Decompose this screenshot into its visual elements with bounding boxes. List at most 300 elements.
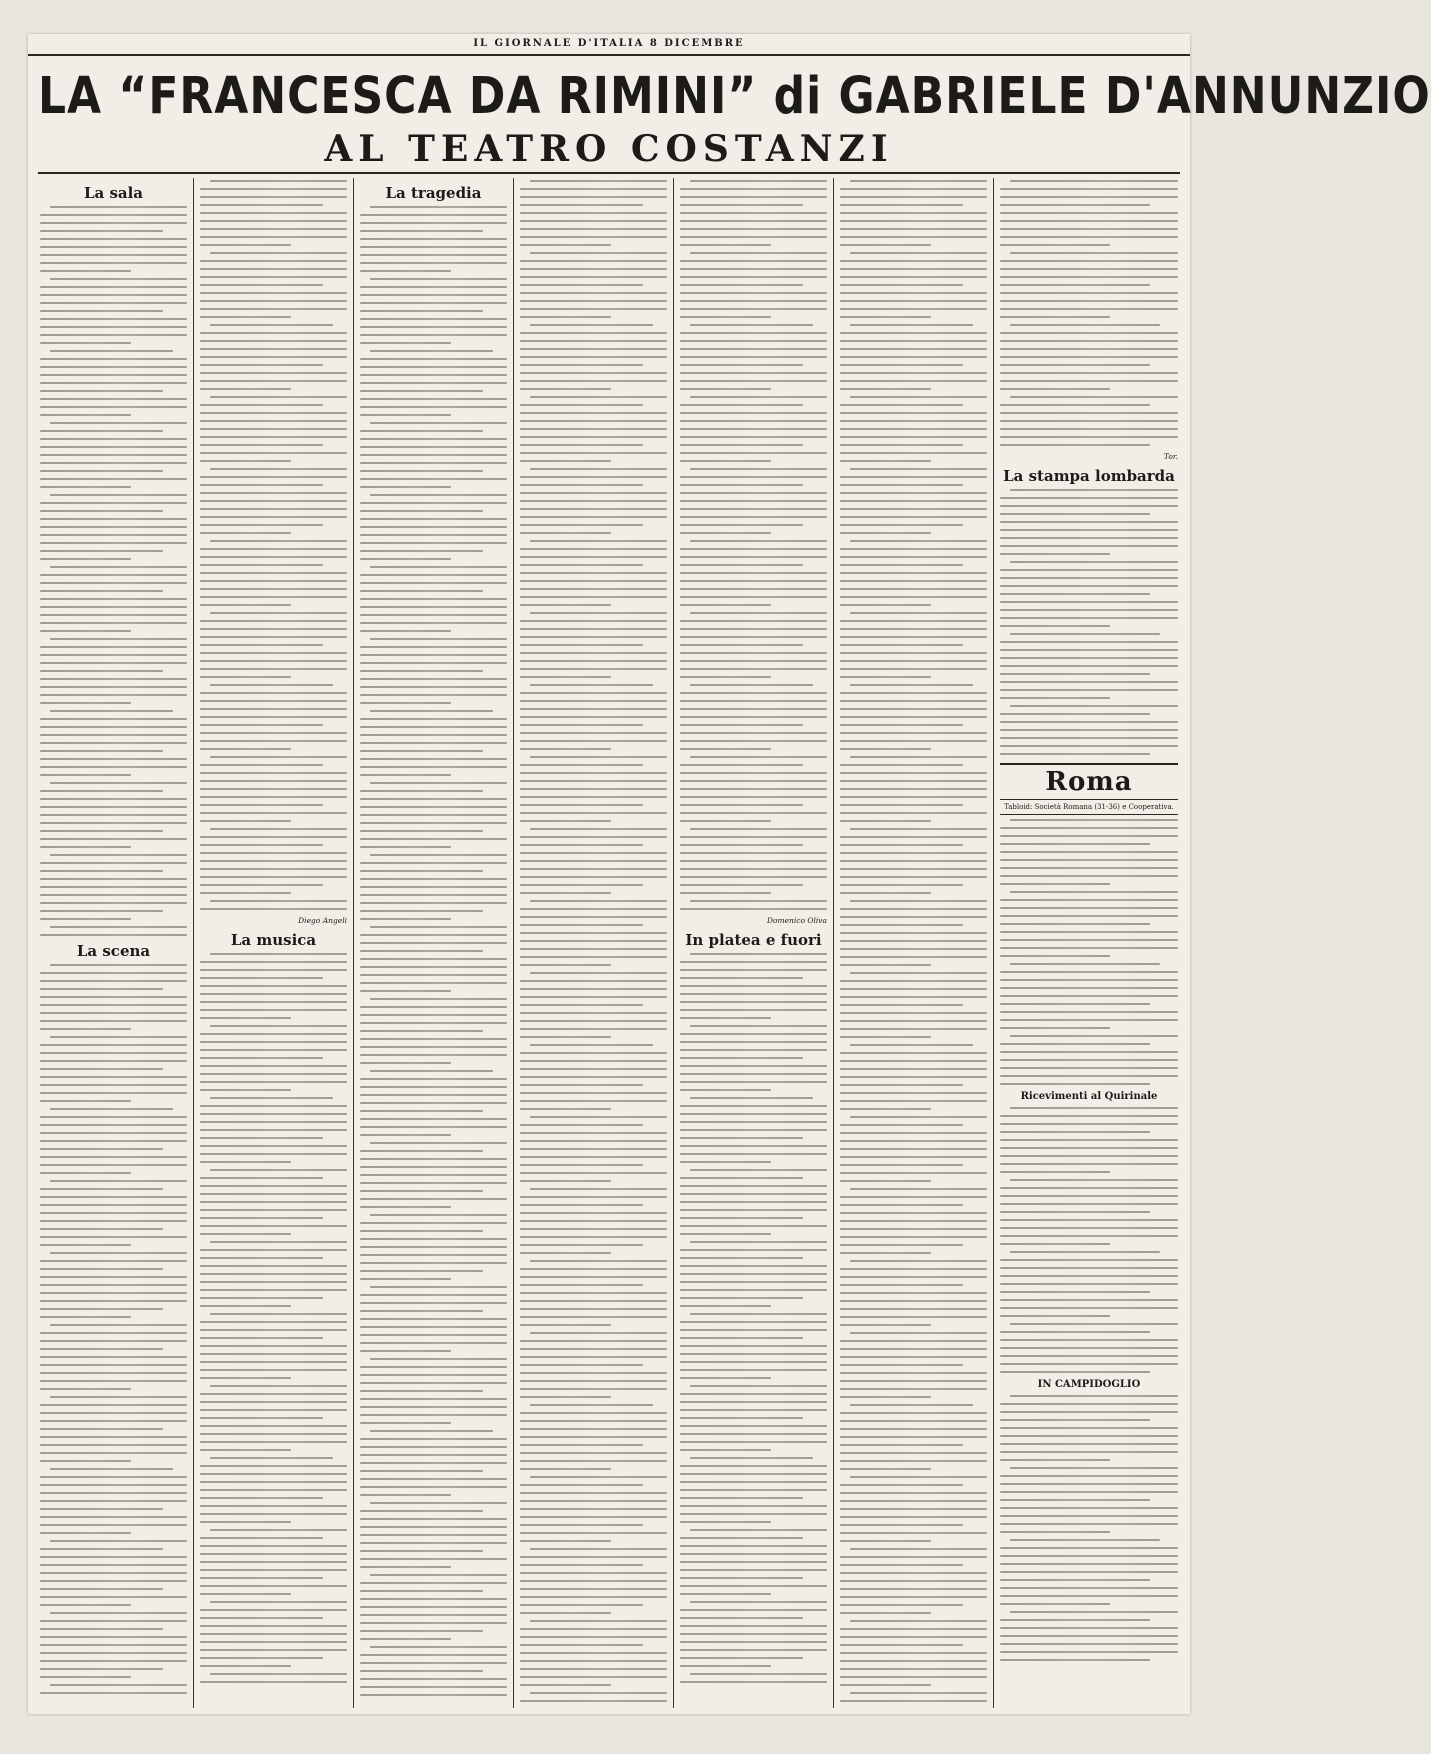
text-line bbox=[360, 1030, 483, 1032]
text-line bbox=[680, 1089, 771, 1091]
text-line bbox=[1010, 963, 1160, 965]
text-line bbox=[40, 1420, 187, 1422]
text-line bbox=[680, 1177, 803, 1179]
text-line bbox=[200, 652, 347, 654]
column-4 bbox=[514, 178, 674, 1708]
text-line bbox=[1000, 625, 1110, 627]
text-line bbox=[200, 260, 347, 262]
text-line bbox=[680, 1225, 827, 1227]
text-line bbox=[680, 1521, 771, 1523]
text-line bbox=[520, 1452, 667, 1454]
text-line bbox=[200, 300, 347, 302]
text-line bbox=[520, 732, 667, 734]
text-line bbox=[200, 500, 347, 502]
text-line bbox=[200, 444, 323, 446]
text-line bbox=[360, 1294, 507, 1296]
text-line bbox=[840, 564, 963, 566]
text-line bbox=[680, 1121, 827, 1123]
text-line bbox=[50, 926, 187, 928]
text-line bbox=[840, 812, 987, 814]
text-line bbox=[1000, 1555, 1178, 1557]
text-line bbox=[40, 1412, 187, 1414]
text-line bbox=[520, 284, 643, 286]
text-line bbox=[40, 406, 187, 408]
text-line bbox=[200, 1537, 323, 1539]
text-line bbox=[1000, 244, 1110, 246]
text-line bbox=[840, 764, 963, 766]
text-line bbox=[200, 780, 347, 782]
text-line bbox=[520, 1484, 643, 1486]
signature-tor: Tor. bbox=[1163, 452, 1178, 461]
text-line bbox=[200, 668, 347, 670]
text-line bbox=[360, 390, 483, 392]
text-line bbox=[850, 1476, 987, 1478]
text-line bbox=[690, 396, 827, 398]
text-line bbox=[840, 596, 987, 598]
text-line bbox=[360, 310, 483, 312]
text-line bbox=[360, 622, 507, 624]
text-line bbox=[360, 270, 451, 272]
text-line bbox=[520, 852, 667, 854]
text-line bbox=[210, 953, 347, 955]
text-line bbox=[200, 372, 347, 374]
text-line bbox=[40, 1340, 187, 1342]
text-line bbox=[360, 1390, 483, 1392]
text-line bbox=[680, 500, 827, 502]
text-line bbox=[40, 830, 163, 832]
text-line bbox=[210, 1457, 333, 1459]
text-line bbox=[1010, 1323, 1178, 1325]
text-line bbox=[40, 1052, 187, 1054]
text-line bbox=[520, 412, 667, 414]
text-line bbox=[360, 246, 507, 248]
text-line bbox=[840, 1460, 987, 1462]
text-line bbox=[840, 356, 987, 358]
text-line bbox=[360, 1454, 507, 1456]
text-line bbox=[40, 1284, 187, 1286]
text-line bbox=[1000, 1507, 1178, 1509]
text-line bbox=[200, 1193, 347, 1195]
text-line bbox=[840, 1644, 963, 1646]
text-line bbox=[360, 1518, 507, 1520]
text-line bbox=[1010, 1611, 1178, 1613]
text-line bbox=[360, 974, 507, 976]
text-line bbox=[680, 596, 827, 598]
text-line bbox=[360, 1558, 507, 1560]
text-line bbox=[520, 988, 667, 990]
text-line bbox=[840, 748, 931, 750]
text-line bbox=[360, 1230, 483, 1232]
text-line bbox=[1010, 396, 1178, 398]
text-line bbox=[680, 1273, 827, 1275]
text-line bbox=[1000, 859, 1178, 861]
text-line bbox=[840, 1356, 987, 1358]
text-line bbox=[40, 598, 187, 600]
text-line bbox=[50, 494, 187, 496]
text-line bbox=[680, 348, 827, 350]
text-line bbox=[40, 886, 187, 888]
subheadline: AL TEATRO COSTANZI bbox=[38, 126, 1180, 174]
text-line bbox=[360, 382, 507, 384]
text-line bbox=[840, 980, 987, 982]
text-line bbox=[1000, 1187, 1178, 1189]
text-line bbox=[40, 918, 131, 920]
text-line bbox=[1010, 324, 1160, 326]
text-line bbox=[840, 628, 987, 630]
text-line bbox=[200, 508, 347, 510]
text-line bbox=[1000, 1267, 1178, 1269]
text-line bbox=[200, 412, 347, 414]
column-3 bbox=[354, 178, 514, 1708]
text-line bbox=[680, 1369, 827, 1371]
text-line bbox=[1010, 1395, 1178, 1397]
text-line bbox=[840, 676, 931, 678]
text-line bbox=[360, 510, 483, 512]
text-line bbox=[1000, 284, 1150, 286]
text-line bbox=[840, 548, 987, 550]
text-line bbox=[840, 444, 963, 446]
text-line bbox=[40, 1260, 187, 1262]
text-line bbox=[40, 486, 131, 488]
text-line bbox=[360, 374, 507, 376]
text-line bbox=[680, 1577, 803, 1579]
text-line bbox=[200, 1089, 291, 1091]
text-line bbox=[690, 468, 827, 470]
text-line bbox=[840, 620, 987, 622]
text-line bbox=[360, 478, 507, 480]
text-line bbox=[40, 878, 187, 880]
text-line bbox=[680, 524, 803, 526]
text-line bbox=[520, 868, 667, 870]
text-line bbox=[680, 1009, 827, 1011]
text-line bbox=[40, 1404, 187, 1406]
text-line bbox=[200, 772, 347, 774]
text-line bbox=[360, 414, 451, 416]
text-line bbox=[520, 596, 667, 598]
text-line bbox=[200, 356, 347, 358]
text-line bbox=[840, 348, 987, 350]
text-line bbox=[680, 1129, 827, 1131]
text-line bbox=[200, 1513, 347, 1515]
text-line bbox=[1000, 1075, 1178, 1077]
text-line bbox=[840, 364, 963, 366]
text-line bbox=[360, 742, 507, 744]
text-line bbox=[840, 644, 963, 646]
text-line bbox=[840, 1148, 987, 1150]
text-line bbox=[40, 822, 187, 824]
text-line bbox=[200, 1521, 291, 1523]
text-line bbox=[360, 910, 483, 912]
text-line bbox=[680, 668, 827, 670]
text-line bbox=[200, 628, 347, 630]
text-line bbox=[40, 862, 187, 864]
text-line bbox=[200, 1481, 347, 1483]
text-line bbox=[360, 1590, 483, 1592]
text-line bbox=[680, 372, 827, 374]
text-line bbox=[680, 1561, 827, 1563]
text-line bbox=[50, 1540, 187, 1542]
text-line bbox=[1000, 545, 1178, 547]
text-line bbox=[360, 254, 507, 256]
text-line bbox=[360, 1086, 507, 1088]
section-roma: Roma bbox=[1000, 763, 1178, 800]
text-line bbox=[1000, 372, 1178, 374]
text-line bbox=[690, 1097, 813, 1099]
text-line bbox=[520, 668, 667, 670]
text-line bbox=[530, 180, 667, 182]
text-line bbox=[210, 1025, 347, 1027]
text-line bbox=[40, 694, 187, 696]
text-line bbox=[680, 604, 771, 606]
text-line bbox=[200, 1377, 291, 1379]
text-line bbox=[360, 750, 483, 752]
text-line bbox=[690, 756, 827, 758]
text-line bbox=[360, 838, 507, 840]
text-line bbox=[840, 1604, 963, 1606]
text-line bbox=[200, 700, 347, 702]
text-line bbox=[40, 1316, 131, 1318]
text-line bbox=[1000, 1619, 1150, 1621]
text-line bbox=[200, 1065, 347, 1067]
text-line bbox=[840, 300, 987, 302]
text-line bbox=[40, 1100, 131, 1102]
text-line bbox=[360, 398, 507, 400]
text-line bbox=[360, 334, 507, 336]
text-line bbox=[360, 1630, 483, 1632]
text-line bbox=[1000, 987, 1178, 989]
text-line bbox=[680, 716, 827, 718]
text-line bbox=[840, 1300, 987, 1302]
text-line bbox=[520, 1140, 667, 1142]
text-line bbox=[840, 1388, 987, 1390]
text-line bbox=[680, 644, 803, 646]
text-line bbox=[680, 508, 827, 510]
text-line bbox=[680, 1497, 803, 1499]
text-line bbox=[200, 236, 347, 238]
text-line bbox=[680, 188, 827, 190]
text-line bbox=[520, 1396, 611, 1398]
text-line bbox=[360, 518, 507, 520]
text-line bbox=[680, 1201, 827, 1203]
text-line bbox=[520, 1132, 667, 1134]
text-line bbox=[40, 702, 131, 704]
text-line bbox=[40, 582, 187, 584]
text-line bbox=[360, 606, 507, 608]
text-line bbox=[680, 844, 803, 846]
text-line bbox=[1000, 228, 1178, 230]
text-line bbox=[1000, 308, 1178, 310]
text-line bbox=[840, 1444, 963, 1446]
text-line bbox=[690, 1241, 827, 1243]
text-line bbox=[360, 454, 507, 456]
text-line bbox=[50, 1108, 173, 1110]
text-line bbox=[520, 1052, 667, 1054]
text-line bbox=[200, 1641, 347, 1643]
text-line bbox=[1000, 657, 1178, 659]
text-line bbox=[210, 1601, 347, 1603]
text-line bbox=[520, 1084, 643, 1086]
text-line bbox=[840, 204, 963, 206]
text-block bbox=[1000, 1395, 1178, 1661]
text-line bbox=[840, 260, 987, 262]
text-line bbox=[680, 1329, 827, 1331]
text-line bbox=[210, 612, 347, 614]
text-line bbox=[840, 316, 931, 318]
text-line bbox=[680, 636, 827, 638]
text-line bbox=[840, 404, 963, 406]
text-line bbox=[40, 1196, 187, 1198]
text-line bbox=[520, 1492, 667, 1494]
text-line bbox=[850, 396, 987, 398]
text-line bbox=[840, 1012, 987, 1014]
text-line bbox=[40, 870, 163, 872]
text-line bbox=[200, 428, 347, 430]
text-line bbox=[200, 660, 347, 662]
text-line bbox=[200, 1369, 347, 1371]
text-line bbox=[840, 708, 987, 710]
text-line bbox=[850, 972, 987, 974]
text-line bbox=[200, 1657, 323, 1659]
text-line bbox=[40, 846, 131, 848]
text-line bbox=[520, 1108, 611, 1110]
text-line bbox=[200, 1153, 347, 1155]
text-line bbox=[1000, 1227, 1178, 1229]
section-ricevimenti: Ricevimenti al Quirinale bbox=[1020, 1091, 1158, 1102]
text-line bbox=[50, 638, 187, 640]
text-line bbox=[680, 812, 827, 814]
text-line bbox=[520, 1148, 667, 1150]
text-line bbox=[840, 500, 987, 502]
text-line bbox=[200, 1649, 347, 1651]
text-line bbox=[840, 788, 987, 790]
text-line bbox=[40, 1516, 187, 1518]
text-line bbox=[840, 868, 987, 870]
text-line bbox=[1000, 348, 1178, 350]
text-line bbox=[530, 396, 667, 398]
text-line bbox=[360, 694, 507, 696]
text-line bbox=[40, 310, 163, 312]
text-line bbox=[840, 428, 987, 430]
text-line bbox=[840, 1060, 987, 1062]
text-line bbox=[1010, 1539, 1160, 1541]
text-line bbox=[690, 900, 827, 902]
text-line bbox=[680, 1377, 771, 1379]
text-line bbox=[840, 1316, 987, 1318]
text-line bbox=[1000, 420, 1178, 422]
text-line bbox=[40, 262, 187, 264]
text-block bbox=[200, 953, 347, 1683]
text-line bbox=[360, 1526, 507, 1528]
text-line bbox=[360, 1438, 507, 1440]
text-line bbox=[520, 1380, 667, 1382]
text-line bbox=[1000, 1419, 1150, 1421]
text-line bbox=[200, 284, 323, 286]
text-line bbox=[520, 1588, 667, 1590]
text-line bbox=[200, 620, 347, 622]
text-line bbox=[840, 964, 931, 966]
text-line bbox=[680, 244, 771, 246]
text-line bbox=[360, 950, 483, 952]
text-line bbox=[200, 985, 347, 987]
text-line bbox=[840, 572, 987, 574]
text-line bbox=[840, 804, 963, 806]
text-line bbox=[360, 766, 507, 768]
text-line bbox=[530, 1044, 653, 1046]
text-line bbox=[1000, 673, 1150, 675]
text-line bbox=[1000, 292, 1178, 294]
text-line bbox=[200, 524, 323, 526]
text-line bbox=[360, 1198, 507, 1200]
text-line bbox=[360, 990, 451, 992]
text-line bbox=[1000, 641, 1178, 643]
text-line bbox=[840, 228, 987, 230]
column-6 bbox=[834, 178, 994, 1708]
text-line bbox=[520, 1356, 667, 1358]
text-line bbox=[40, 1388, 131, 1390]
text-line bbox=[850, 1692, 987, 1694]
roma-subtitle: Tabloid: Società Romana (31-36) e Cooperativa. bbox=[1000, 802, 1178, 815]
newspaper-page bbox=[28, 34, 1431, 1714]
text-line bbox=[40, 222, 187, 224]
text-block bbox=[520, 180, 667, 1702]
text-line bbox=[840, 1236, 987, 1238]
text-line bbox=[1000, 1155, 1178, 1157]
text-line bbox=[850, 684, 973, 686]
text-line bbox=[680, 977, 803, 979]
text-line bbox=[680, 1425, 827, 1427]
text-line bbox=[680, 548, 827, 550]
text-line bbox=[520, 708, 667, 710]
text-line bbox=[360, 758, 507, 760]
text-line bbox=[680, 1441, 827, 1443]
text-line bbox=[680, 961, 827, 963]
text-line bbox=[840, 420, 987, 422]
text-line bbox=[680, 492, 827, 494]
text-line bbox=[680, 1361, 827, 1363]
text-line bbox=[520, 572, 667, 574]
text-line bbox=[210, 180, 347, 182]
text-line bbox=[840, 1172, 987, 1174]
text-line bbox=[840, 1068, 987, 1070]
text-line bbox=[200, 1593, 291, 1595]
text-line bbox=[40, 214, 187, 216]
text-line bbox=[360, 718, 507, 720]
text-line bbox=[210, 684, 333, 686]
text-line bbox=[680, 1401, 827, 1403]
text-line bbox=[200, 1633, 347, 1635]
text-line bbox=[1000, 907, 1178, 909]
text-line bbox=[40, 934, 187, 936]
text-line bbox=[840, 1684, 931, 1686]
text-line bbox=[370, 710, 493, 712]
text-line bbox=[520, 636, 667, 638]
text-line bbox=[50, 422, 187, 424]
text-line bbox=[40, 1156, 187, 1158]
text-line bbox=[40, 1444, 187, 1446]
text-line bbox=[680, 1033, 827, 1035]
text-line bbox=[520, 1500, 667, 1502]
text-line bbox=[40, 462, 187, 464]
text-line bbox=[1000, 1435, 1178, 1437]
text-line bbox=[840, 1196, 987, 1198]
text-line bbox=[360, 886, 507, 888]
text-line bbox=[1000, 947, 1178, 949]
text-line bbox=[680, 340, 827, 342]
text-block bbox=[40, 206, 187, 936]
text-line bbox=[520, 1068, 667, 1070]
text-line bbox=[520, 356, 667, 358]
text-line bbox=[360, 918, 451, 920]
